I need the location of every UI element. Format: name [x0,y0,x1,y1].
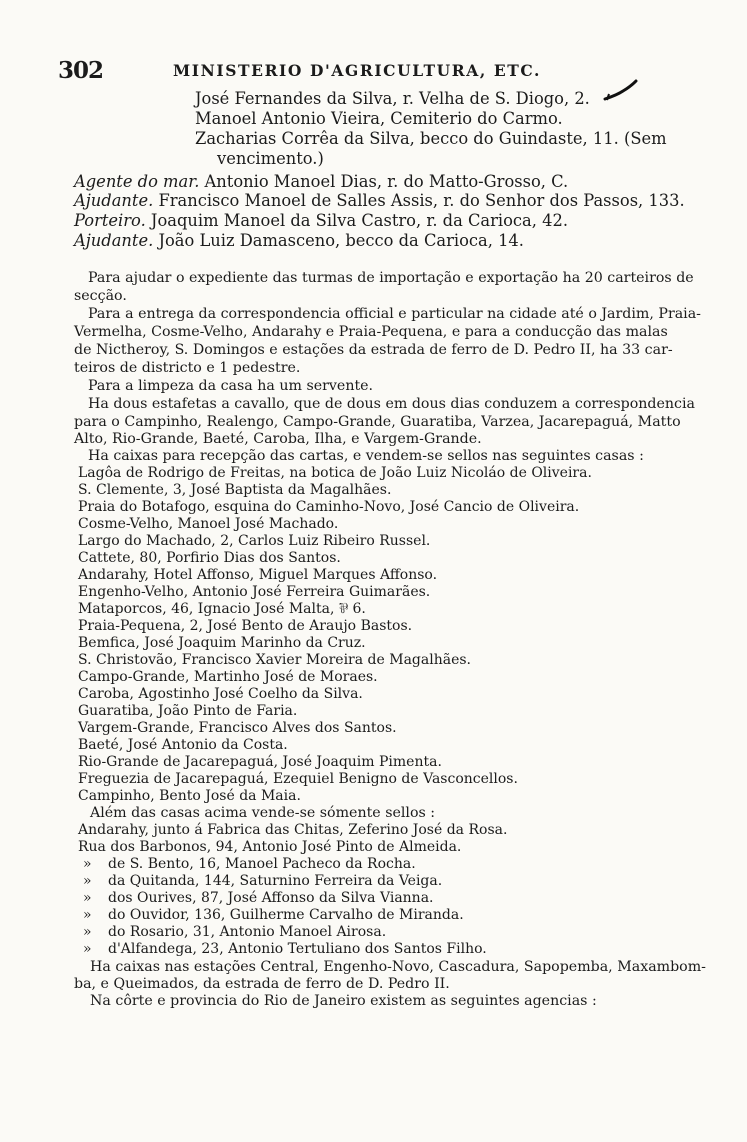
ditto-mark: » [83,873,92,889]
paragraph-line: Na côrte e provincia do Rio de Janeiro existem as seguintes agencias : [90,993,597,1009]
list-item: Cattete, 80, Porfirio Dias dos Santos. [78,550,341,566]
list-item: Baeté, José Antonio da Costa. [78,737,288,753]
paragraph-line: Vermelha, Cosme-Velho, Andarahy e Praia-Pequena, e para a conducção das malas [74,324,668,340]
list-item: S. Clemente, 3, José Baptista da Magalhães. [78,482,392,498]
staff-line: Zacharias Corrêa da Silva, becco do Guindaste, 11. (Sem [195,129,667,148]
running-head: MINISTERIO D'AGRICULTURA, ETC. [173,61,542,80]
staff-line: José Fernandes da Silva, r. Velha de S. Diogo, 2. [195,89,590,108]
list-item: Mataporcos, 46, Ignacio José Malta, ⅌ 6. [78,601,366,617]
page-header [58,57,698,87]
list-item: Engenho-Velho, Antonio José Ferreira Guimarães. [78,584,431,600]
list-item: Vargem-Grande, Francisco Alves dos Santos. [78,720,397,736]
staff-line: Ajudante. Francisco Manoel de Salles Assis, r. do Senhor dos Passos, 133. [74,191,685,210]
ditto-mark: » [83,941,92,957]
paragraph-line: Ha dous estafetas a cavallo, que de dous em dous dias conduzem a correspondencia [88,396,695,412]
paragraph-line: Para a entrega da correspondencia official e particular na cidade até o Jardim, Praia- [88,306,701,322]
staff-line: Ajudante. João Luiz Damasceno, becco da Carioca, 14. [74,231,524,250]
staff-line: vencimento.) [217,149,324,168]
list-item: Caroba, Agostinho José Coelho da Silva. [78,686,363,702]
list-item: Largo do Machado, 2, Carlos Luiz Ribeiro Russel. [78,533,431,549]
ink-mark-icon [603,79,639,103]
stamps-intro: Além das casas acima vende-se sómente sellos : [90,805,436,821]
list-item: Rua dos Barbonos, 94, Antonio José Pinto de Almeida. [78,839,462,855]
paragraph-line: teiros de districto e 1 pedestre. [74,360,301,376]
list-item: » d'Alfandega, 23, Antonio Tertuliano dos Santos Filho. [83,941,487,957]
paragraph-line: de Nictheroy, S. Domingos e estações da estrada de ferro de D. Pedro II, ha 33 car- [74,342,673,358]
page-number: 302 [58,57,104,84]
list-item: » do Rosario, 31, Antonio Manoel Airosa. [83,924,387,940]
list-item: S. Christovão, Francisco Xavier Moreira de Magalhães. [78,652,471,668]
paragraph-line: Ha caixas para recepção das cartas, e vendem-se sellos nas seguintes casas : [88,448,644,464]
ditto-mark: » [83,890,92,906]
list-item: Praia do Botafogo, esquina do Caminho-Novo, José Cancio de Oliveira. [78,499,580,515]
list-item: » do Ouvidor, 136, Guilherme Carvalho de Miranda. [83,907,464,923]
list-item: » dos Ourives, 87, José Affonso da Silva Vianna. [83,890,434,906]
staff-line: Porteiro. Joaquim Manoel da Silva Castro, r. da Carioca, 42. [74,211,568,230]
list-item: Bemfica, José Joaquim Marinho da Cruz. [78,635,366,651]
staff-line: Manoel Antonio Vieira, Cemiterio do Carmo. [195,109,563,128]
list-item: Cosme-Velho, Manoel José Machado. [78,516,339,532]
list-item: Praia-Pequena, 2, José Bento de Araujo Bastos. [78,618,413,634]
list-item: » da Quitanda, 144, Saturnino Ferreira da Veiga. [83,873,443,889]
list-item: Lagôa de Rodrigo de Freitas, na botica de João Luiz Nicoláo de Oliveira. [78,465,592,481]
list-item: Andarahy, Hotel Affonso, Miguel Marques Affonso. [78,567,438,583]
list-item: Campo-Grande, Martinho José de Moraes. [78,669,378,685]
paragraph-line: Para a limpeza da casa ha um servente. [88,378,374,394]
list-item: Andarahy, junto á Fabrica das Chitas, Zeferino José da Rosa. [78,822,508,838]
list-item: Freguezia de Jacarepaguá, Ezequiel Benigno de Vasconcellos. [78,771,518,787]
staff-line: Agente do mar. Antonio Manoel Dias, r. do Matto-Grosso, C. [74,172,569,191]
paragraph-line: para o Campinho, Realengo, Campo-Grande, Guaratiba, Varzea, Jacarepaguá, Matto [74,414,681,430]
list-item: Guaratiba, João Pinto de Faria. [78,703,298,719]
paragraph-line: Ha caixas nas estações Central, Engenho-Novo, Cascadura, Sapopemba, Maxambom- [90,959,706,975]
list-item: Rio-Grande de Jacarepaguá, José Joaquim Pimenta. [78,754,442,770]
ditto-mark: » [83,856,92,872]
paragraph-line: Para ajudar o expediente das turmas de importação e exportação ha 20 carteiros de [88,270,694,286]
paragraph-line: ba, e Queimados, da estrada de ferro de D. Pedro II. [74,976,450,992]
list-item: Campinho, Bento José da Maia. [78,788,301,804]
paragraph-line: secção. [74,288,127,304]
paragraph-line: Alto, Rio-Grande, Baeté, Caroba, Ilha, e Vargem-Grande. [74,431,482,447]
list-item: » de S. Bento, 16, Manoel Pacheco da Rocha. [83,856,416,872]
ditto-mark: » [83,907,92,923]
ditto-mark: » [83,924,92,940]
